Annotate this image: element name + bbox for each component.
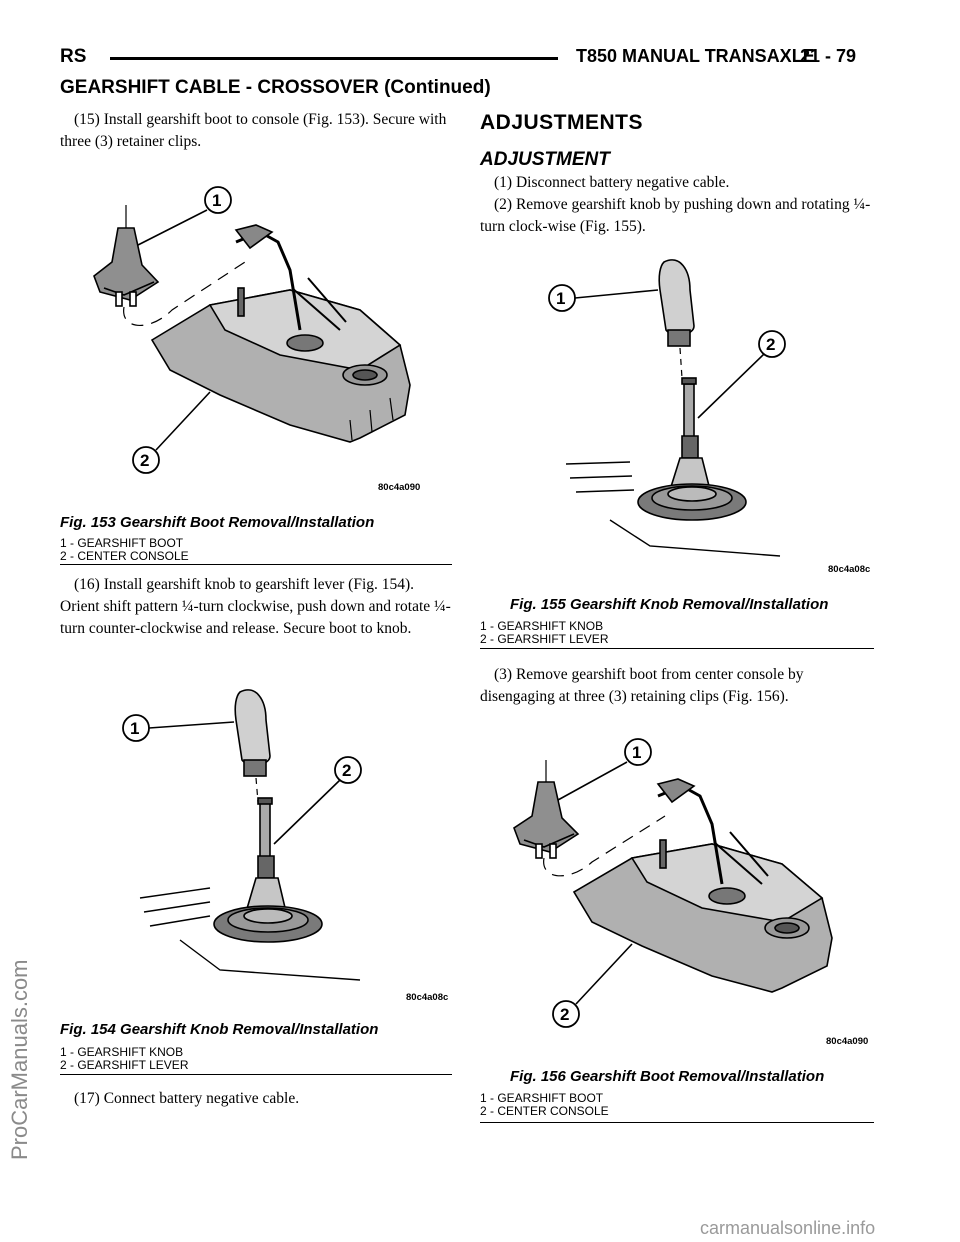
- step-1: (1) Disconnect battery negative cable.: [494, 174, 730, 191]
- step-15: (15) Install gearshift boot to console (Fig. 153). Secure with three (3) retainer clips.: [60, 111, 447, 150]
- fig155-callout-2: 2: [766, 335, 776, 354]
- step-17: (17) Connect battery negative cable.: [74, 1090, 300, 1107]
- header-rule: [110, 57, 558, 60]
- step-16: (16) Install gearshift knob to gearshift lever (Fig. 154). Orient shift pattern ¼-turn clockwise, push down and rotate ¼-turn counter-clockwise and release. Secure boot to knob.: [60, 576, 451, 637]
- fig153-rule: [60, 564, 452, 565]
- fig156-legend-1: 1 - GEARSHIFT BOOT: [480, 1091, 604, 1105]
- fig156-callout-1: 1: [632, 743, 642, 762]
- fig155-code: 80c4a08c: [828, 564, 871, 575]
- fig153-legend-1: 1 - GEARSHIFT BOOT: [60, 536, 184, 550]
- side-watermark: ProCarManuals.com: [7, 959, 32, 1160]
- fig154-legend: [60, 1046, 188, 1072]
- adjustment-subheading: ADJUSTMENT: [480, 149, 610, 170]
- header-page-number: 21 - 79: [800, 46, 857, 66]
- fig153-illustration: [60, 170, 452, 495]
- fig156-legend-2: 2 - CENTER CONSOLE: [480, 1104, 609, 1118]
- fig156-illustration: [480, 730, 874, 1050]
- fig155-legend: [480, 620, 608, 646]
- fig154-legend-2: 2 - GEARSHIFT LEVER: [60, 1058, 189, 1072]
- fig156-caption: Fig. 156 Gearshift Boot Removal/Installation: [510, 1068, 825, 1085]
- fig155-caption: Fig. 155 Gearshift Knob Removal/Installation: [510, 596, 829, 613]
- fig155-legend-2: 2 - GEARSHIFT LEVER: [480, 632, 609, 646]
- step-2: (2) Remove gearshift knob by pushing down and rotating ¼-turn clock-wise (Fig. 155).: [480, 196, 871, 235]
- fig153-legend-2: 2 - CENTER CONSOLE: [60, 549, 189, 563]
- header-section-code: RS: [60, 46, 87, 67]
- adjustments-heading: ADJUSTMENTS: [480, 111, 644, 134]
- fig156-code: 80c4a090: [826, 1036, 869, 1047]
- fig154-code: 80c4a08c: [406, 992, 449, 1003]
- fig154-callout-2: 2: [342, 761, 352, 780]
- section-title: GEARSHIFT CABLE - CROSSOVER (Continued): [60, 77, 491, 98]
- fig154-callout-1: 1: [130, 719, 140, 738]
- step-3: (3) Remove gearshift boot from center console by disengaging at three (3) retaining clips (Fig. 156).: [480, 666, 804, 705]
- fig153-code: 80c4a090: [378, 482, 421, 493]
- fig153-caption: Fig. 153 Gearshift Boot Removal/Installation: [60, 514, 375, 531]
- fig155-illustration: [480, 250, 874, 575]
- footer-site-watermark: carmanualsonline.info: [700, 1218, 876, 1238]
- fig153-callout-2: 2: [140, 451, 150, 470]
- fig156-rule: [480, 1122, 874, 1123]
- fig154-illustration: [60, 680, 452, 1003]
- fig155-callout-1: 1: [556, 289, 566, 308]
- adjustment-steps-1-2: [480, 172, 874, 238]
- fig154-rule: [60, 1074, 452, 1075]
- fig154-legend-1: 1 - GEARSHIFT KNOB: [60, 1045, 184, 1059]
- header-manual-title: T850 MANUAL TRANSAXLE: [576, 46, 815, 66]
- fig153-legend: [60, 537, 189, 563]
- fig156-legend: [480, 1092, 609, 1118]
- fig154-caption: Fig. 154 Gearshift Knob Removal/Installation: [60, 1021, 379, 1038]
- fig155-legend-1: 1 - GEARSHIFT KNOB: [480, 619, 604, 633]
- fig153-callout-1: 1: [212, 191, 222, 210]
- fig155-rule: [480, 648, 874, 649]
- fig156-callout-2: 2: [560, 1005, 570, 1024]
